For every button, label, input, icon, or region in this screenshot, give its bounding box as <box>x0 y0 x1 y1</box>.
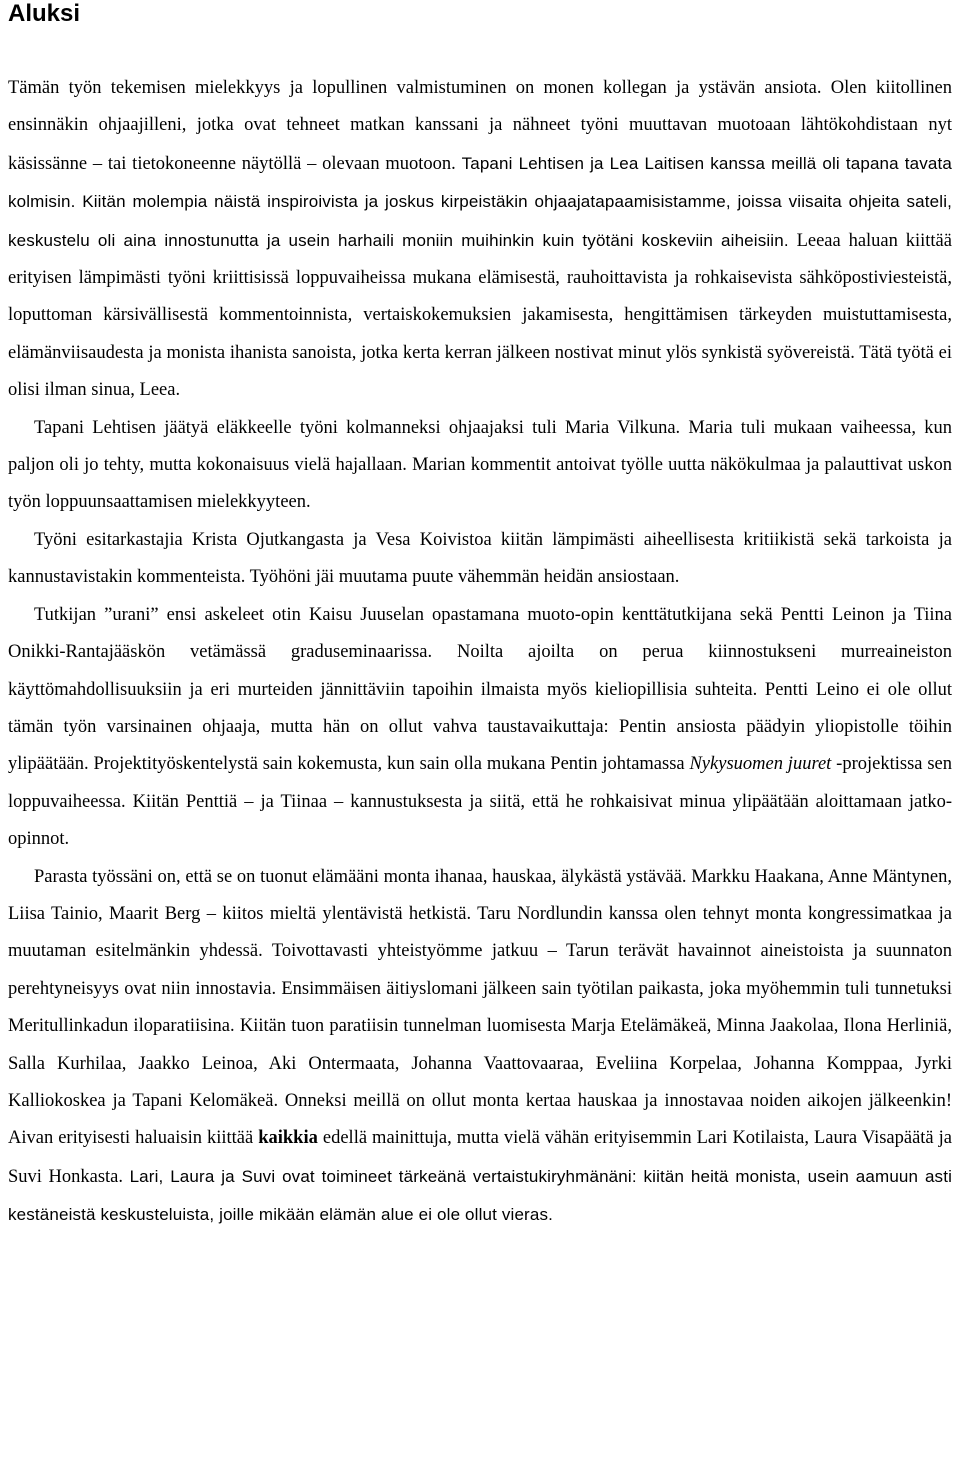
paragraph-1 <box>8 70 952 410</box>
paragraph-4-text-b: -projektissa sen loppuvaiheessa. Kiitän Penttiä – ja Tiinaa – kannustuksesta ja siitä, että he rohkaisivat minua ylipäätään aloittamaan jatko-opinnot. <box>8 754 952 850</box>
paragraph-1-text-c: Leeaa haluan kiittää erityisen lämpimästi työni kriittisissä loppuvaiheissa mukana elämisestä, rauhoittavista ja rohkaisevista sähköpostiviesteistä, loputtoman kärsivällisestä kommentoinnista, vertaiskokemuksien jakamisesta, hengittämisen tärkeyden muistuttamisesta, elämänviisaudesta ja monista ihanista sanoista, jotka kerta kerran jälkeen nostivat minut ylös synkistä syövereistä. Tätä työtä ei olisi ilman sinua, Leea. <box>8 230 952 401</box>
paragraph-4 <box>8 597 952 859</box>
paragraph-4-text-a: Tutkijan ”urani” ensi askeleet otin Kaisu Juuselan opastamana muoto-opin kenttätutkijana sekä Pentti Leinon ja Tiina Onikki-Rantajääskön vetämässä graduseminaarissa. Noilta ajoilta on perua kiinnostukseni murreaineiston käyttömahdollisuuksiin ja eri murteiden jännittäviin tapoihin ilmaista myös kieliopillisia suhteita. Pentti Leino ei ole ollut tämän työn varsinainen ohjaaja, mutta hän on ollut vahva taustavaikuttaja: Pentin ansiosta päädyin yliopistolle töihin ylipäätään. Projektityöskentelystä sain kokemusta, kun sain olla mukana Pentin johtamassa <box>8 604 952 775</box>
paragraph-2: Tapani Lehtisen jäätyä eläkkeelle työni kolmanneksi ohjaajaksi tuli Maria Vilkuna. Maria tuli mukaan vaiheessa, kun paljon oli jo tehty, mutta kokonaisuus vielä hajallaan. Marian kommentit antoivat työlle uutta näkökulmaa ja palauttivat uskon työn loppuunsaattamisen mielekkyyteen. <box>8 417 952 513</box>
paragraph-3: Työni esitarkastajia Krista Ojutkangasta ja Vesa Koivistoa kiitän lämpimästi aiheellisesta kritiikistä sekä tarkoista ja kannustavistakin kommenteista. Työhöni jäi muutama puute vähemmän heidän ansiostaan. <box>8 529 952 588</box>
page-title: Aluksi <box>8 0 81 27</box>
document-page <box>8 0 952 1235</box>
paragraph-5-text-c: Lari, Laura ja Suvi ovat toimineet tärkeänä vertaistukiryhmänäni: kiitän heitä monista, usein aamuun asti kestäneistä keskusteluista, joille mikään elämän alue ei ole ollut vieras. <box>8 1166 952 1225</box>
paragraph-5-text-b: edellä mainittuja, mutta vielä vähän erityisemmin Lari Kotilaista, Laura Visapäätä ja Suvi Honkasta. <box>8 1128 952 1187</box>
paragraph-4-italic-title: Nykysuomen juuret <box>689 754 832 775</box>
paragraph-5 <box>8 859 952 1235</box>
paragraph-5-text-a: Parasta työssäni on, että se on tuonut elämääni monta ihanaa, hauskaa, älykästä ystävää. Markku Haakana, Anne Mäntynen, Liisa Tainio, Maarit Berg – kiitos mieltä ylentävistä hetkistä. Taru Nordlundin kanssa olen tehnyt monta kongressimatkaa ja muutaman esitelmänkin yhdessä. Toivottavasti yhteistyömme jatkuu – Tarun terävät havainnot aineistoista ja suunnaton perehtyneisyys ovat niin innostavia. Ensimmäisen äitiyslomani jälkeen sain työtilan paikasta, joka myöhemmin tuli tunnetuksi Meritullinkadun iloparatiisina. Kiitän tuon paratiisin tunnelman luomisesta Marja Etelämäkeä, Minna Jaakolaa, Ilona Herliniä, Salla Kurhilaa, Jaakko Leinoa, Aki Ontermaata, Johanna Vaattovaaraa, Eveliina Korpelaa, Johanna Komppaa, Jyrki Kalliokoskea ja Tapani Kelomäkeä. Onneksi meillä on ollut monta kertaa hauskaa ja innostavaa noiden aikojen jälkeenkin! Aivan erityisesti haluaisin kiittää <box>8 866 952 1149</box>
paragraph-1-text-a: Tämän työn tekemisen mielekkyys ja lopullinen valmistuminen on monen kollegan ja ystävän ansiota. Olen kiitollinen ensinnäkin ohjaajilleni, jotka ovat tehneet matkan kanssani ja nähneet työni muuttavan muotoaan lähtökohdistaan nyt käsissänne – tai tietokoneenne näytöllä – olevaan muotoon. <box>8 78 952 174</box>
paragraph-1-text-b: Tapani Lehtisen ja Lea Laitisen kanssa meillä oli tapana tavata kolmisin. Kiitän molempia näistä inspiroivista ja joskus kirpeistäkin ohjaajatapaamisistamme, joissa viisaita ohjeita sateli, keskustelu oli aina innostunutta ja usein harhaili moniin muihinkin kuin työtäni koskeviin aiheisiin. <box>8 153 952 250</box>
paragraph-5-bold-word: kaikkia <box>258 1128 318 1149</box>
